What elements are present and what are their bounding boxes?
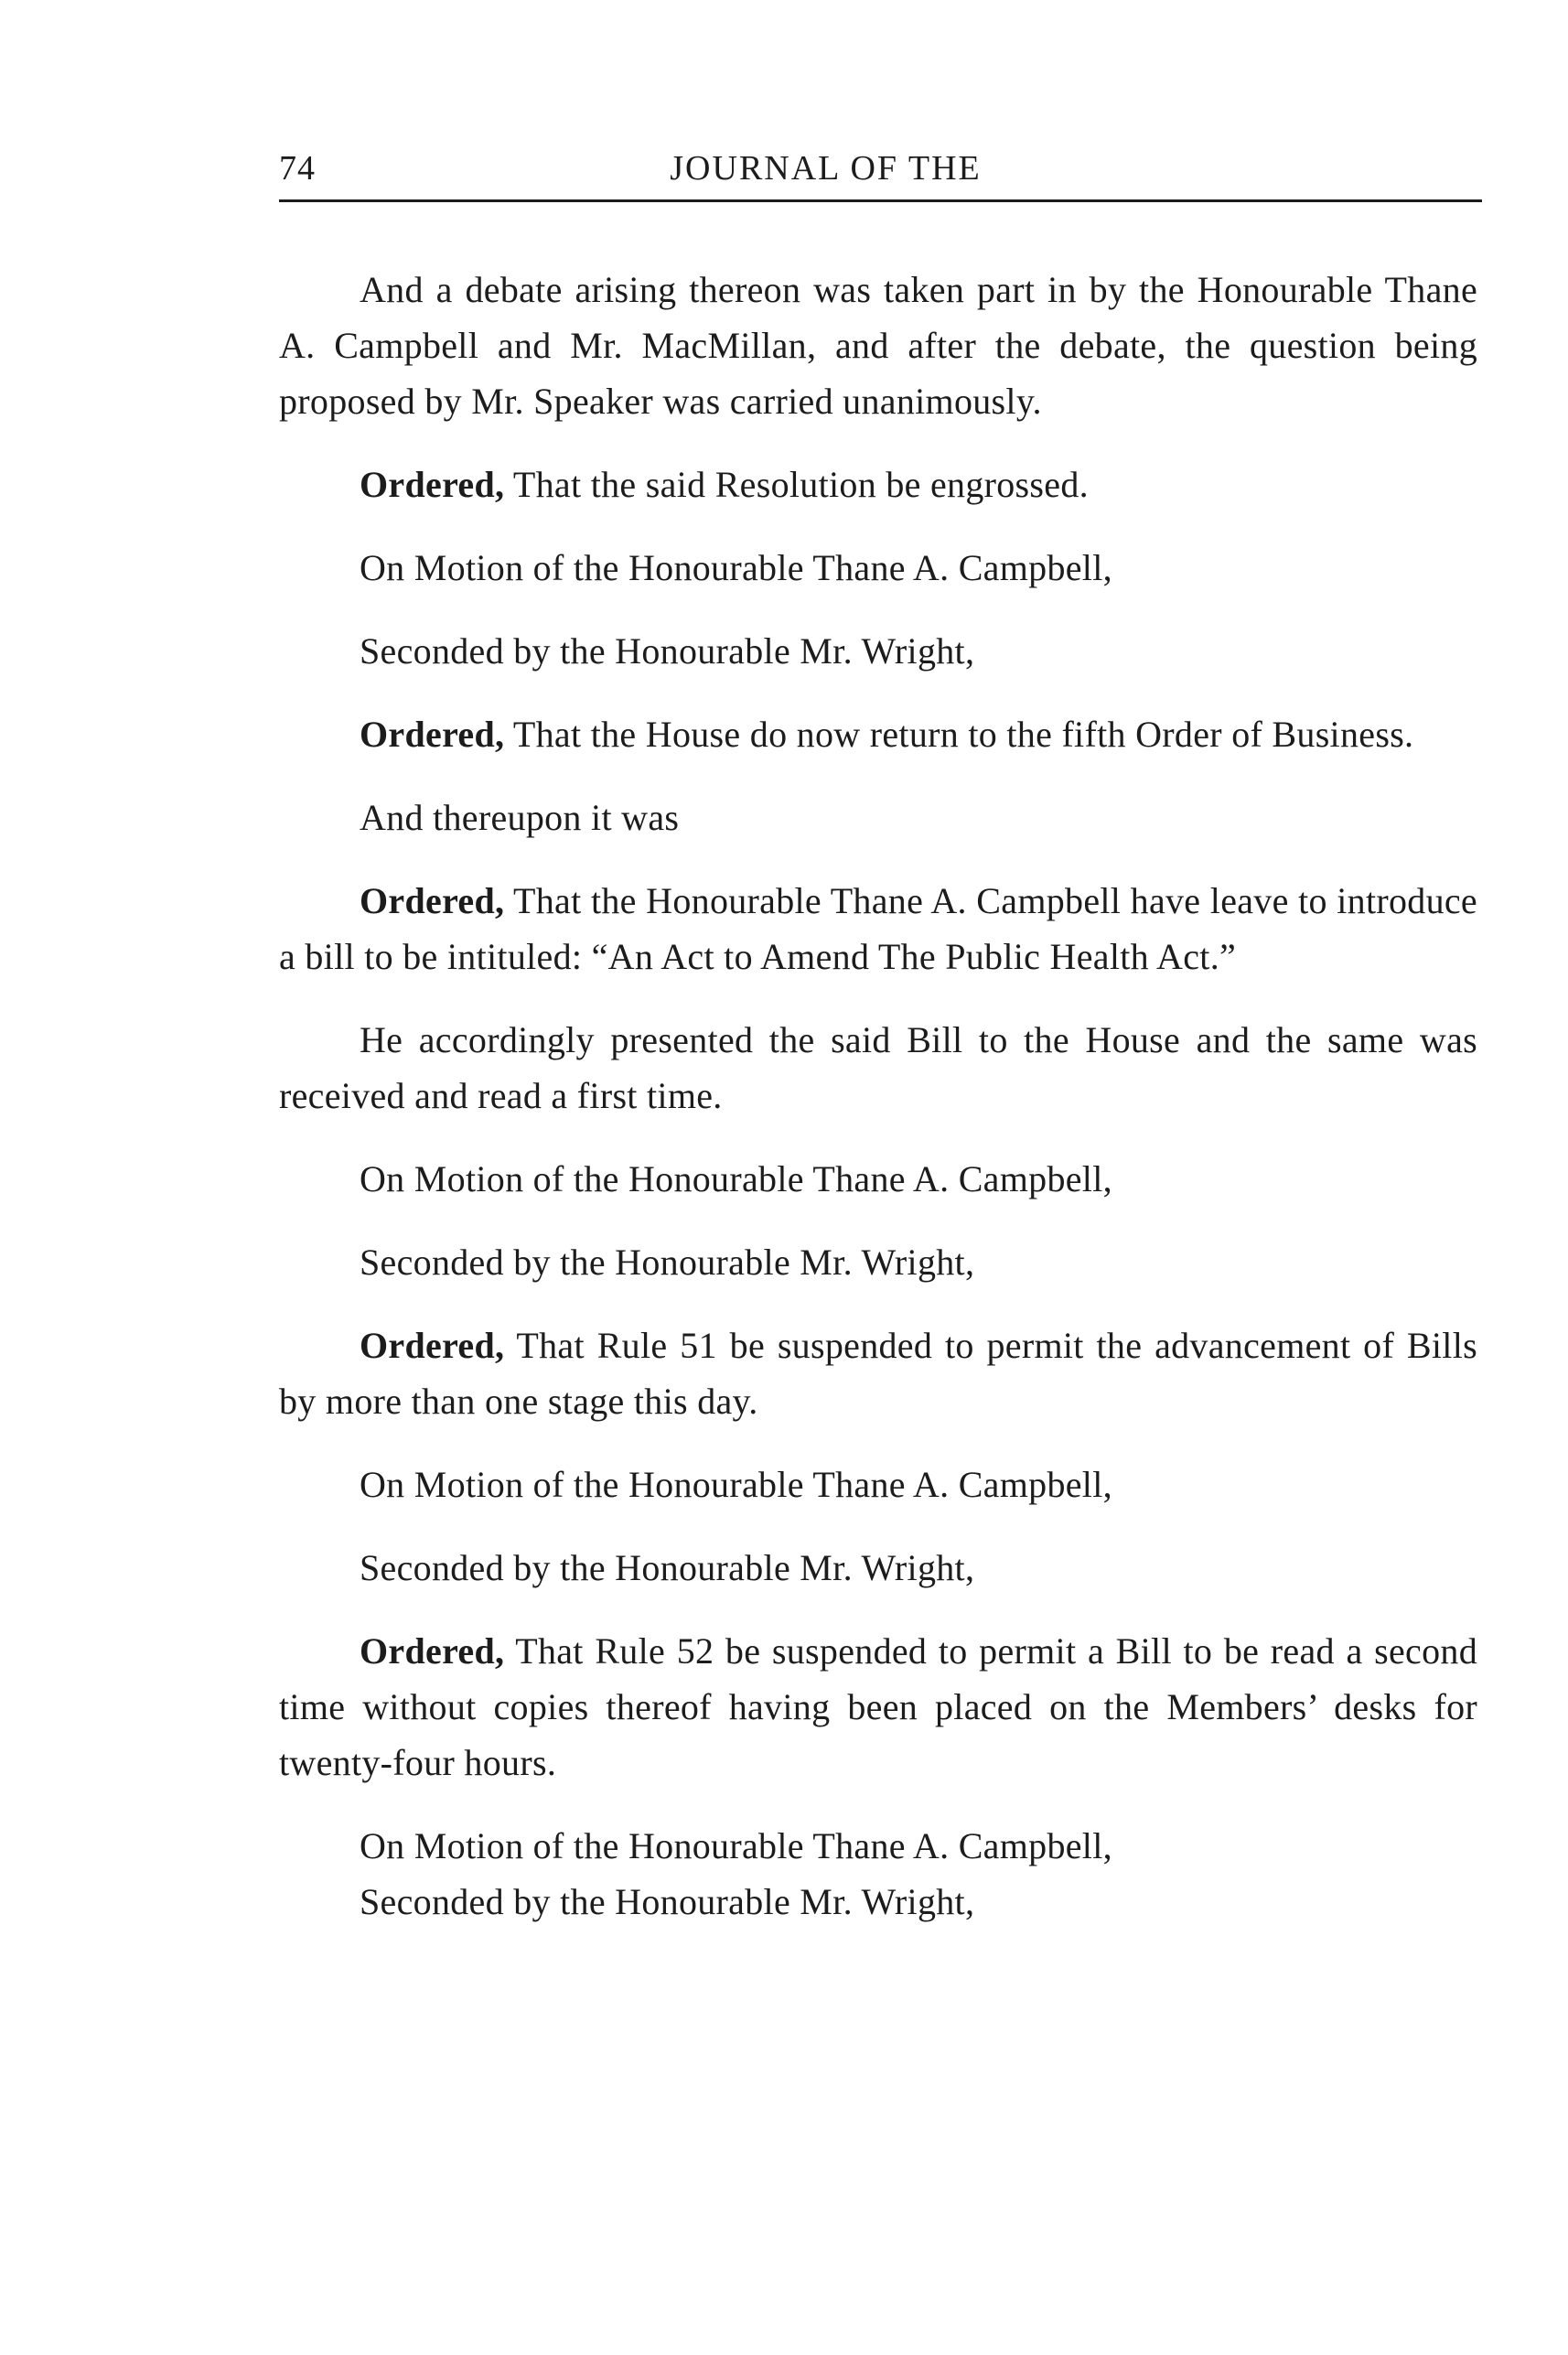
ordered-label: Ordered, — [360, 464, 505, 505]
order-rule-52: Ordered, That Rule 52 be suspended to permit a Bill to be read a second time without copies thereof having been placed on the Members’ desks for twenty-four hours. — [279, 1630, 1477, 1783]
order-rule-51: Ordered, That Rule 51 be suspended to permit the advancement of Bills by more than one stage this day. — [279, 1325, 1477, 1422]
motion-line: On Motion of the Honourable Thane A. Campbell, — [360, 1464, 1112, 1505]
motion-line: On Motion of the Honourable Thane A. Campbell, — [360, 1158, 1112, 1199]
ordered-label: Ordered, — [360, 880, 505, 921]
motion-line: On Motion of the Honourable Thane A. Campbell, — [360, 1825, 1112, 1866]
seconded-line: Seconded by the Honourable Mr. Wright, — [360, 1547, 975, 1588]
seconded-line: Seconded by the Honourable Mr. Wright, — [360, 630, 975, 672]
order-engrossed: Ordered, That the said Resolution be engrossed. — [360, 464, 1089, 505]
order-introduce-bill: Ordered, That the Honourable Thane A. Campbell have leave to introduce a bill to be intituled: “An Act to Amend The Public Health Act.” — [279, 880, 1477, 977]
motion-line: On Motion of the Honourable Thane A. Campbell, — [360, 547, 1112, 588]
ordered-label: Ordered, — [360, 1630, 505, 1672]
page-header — [279, 148, 1482, 202]
journal-body — [279, 262, 1477, 1930]
page-number: 74 — [279, 149, 316, 188]
thereupon-line: And thereupon it was — [360, 797, 680, 838]
seconded-line: Seconded by the Honourable Mr. Wright, — [360, 1242, 975, 1283]
ordered-label: Ordered, — [360, 714, 505, 755]
order-return-fifth-order: Ordered, That the House do now return to the fifth Order of Business. — [360, 714, 1414, 755]
running-head: JOURNAL OF THE — [670, 149, 982, 188]
ordered-label: Ordered, — [360, 1325, 505, 1366]
bill-presented-paragraph: He accordingly presented the said Bill to the House and the same was received and read a first time. — [279, 1019, 1477, 1116]
debate-paragraph: And a debate arising thereon was taken part in by the Honourable Thane A. Campbell and Mr. MacMillan, and after the debate, the question being proposed by Mr. Speaker was carried unanimously. — [279, 269, 1477, 422]
seconded-line: Seconded by the Honourable Mr. Wright, — [360, 1881, 975, 1922]
